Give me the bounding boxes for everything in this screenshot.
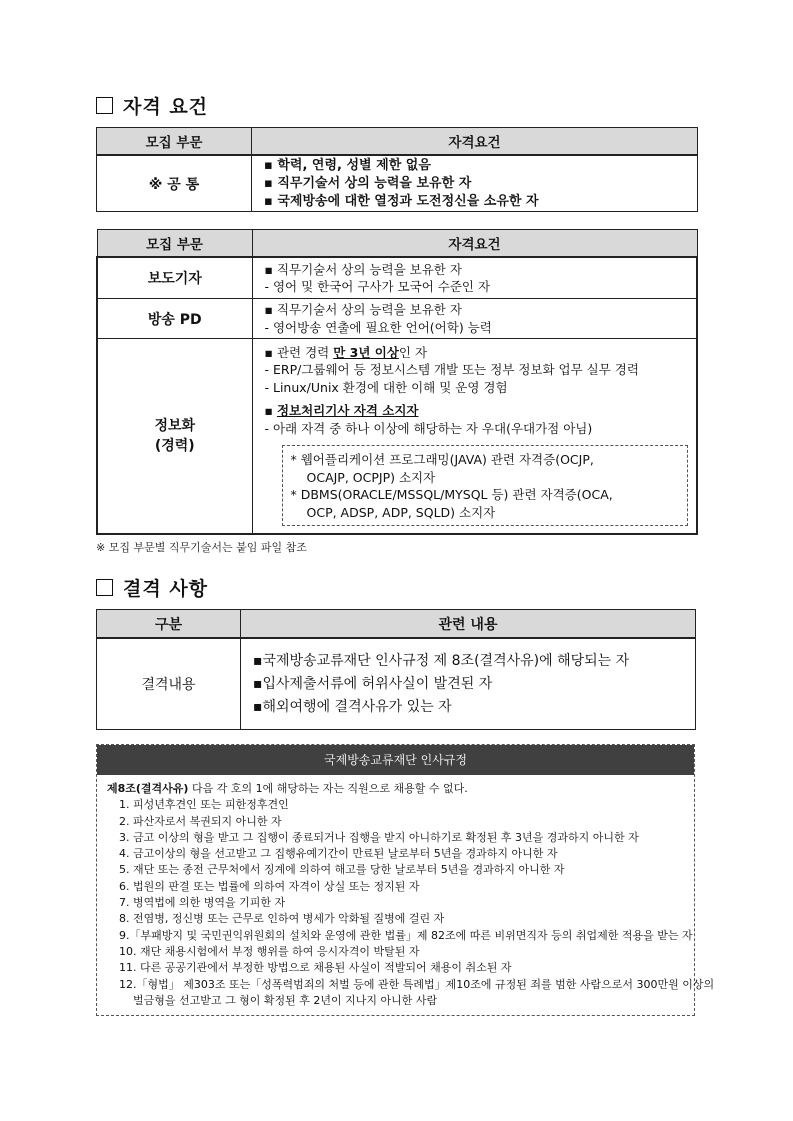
list-item: 7. 병역법에 의한 병역을 기피한 자 xyxy=(119,896,286,910)
disqualification-list xyxy=(241,638,696,730)
list-item: 10. 재단 채용시험에서 부정 행위를 하여 응시자격이 박탈된 자 xyxy=(119,944,420,958)
list-item: OCAJP, OCPJP) 소지자 xyxy=(306,469,436,485)
list-item: 1. 피성년후견인 또는 피한정후견인 xyxy=(119,798,289,812)
table-row xyxy=(97,257,697,299)
list-item: 12.「형법」 제303조 또는「성폭력범죄의 처벌 등에 관한 특례법」제10조에 규정된 죄를 범한 사람으로서 300만원 이상의 xyxy=(119,977,715,991)
list-item: 2. 파산자로서 복권되지 아니한 자 xyxy=(119,814,282,828)
header-recruit-area: 모집 부문 xyxy=(97,128,252,156)
list-item: ▪해외여행에 결격사유가 있는 자 xyxy=(253,698,452,715)
list-item: - 영어 및 한국어 구사가 모국어 수준인 자 xyxy=(264,279,491,294)
category-pd: 방송 PD xyxy=(97,299,252,339)
section-title-disqualifications: 결격 사항 xyxy=(96,574,208,601)
regulation-header: 국제방송교류재단 인사규정 xyxy=(97,745,694,775)
category-reporter: 보도기자 xyxy=(97,257,252,299)
list-item: * DBMS(ORACLE/MSSQL/MYSQL 등) 관련 자격증(OCA, xyxy=(290,487,613,503)
table-row xyxy=(97,339,697,535)
hr-regulation-box xyxy=(96,744,715,1016)
certificate-box xyxy=(282,445,688,526)
list-item: 8. 전염병, 정신병 또는 근무로 인하여 병세가 악화될 질병에 걸린 자 xyxy=(119,912,445,926)
section-title-qualifications: 자격 요건 xyxy=(96,92,208,119)
list-item: 4. 금고이상의 형을 선고받고 그 집행유예기간이 만료된 날로부터 5년을 경과하지 아니한 자 xyxy=(119,847,558,861)
checkbox-square-icon xyxy=(96,579,113,596)
header-category: 구분 xyxy=(97,610,241,639)
list-item: 11. 다른 공공기관에서 부정한 방법으로 채용된 사실이 적발되어 채용이 취소된 자 xyxy=(119,961,512,975)
list-item: ▪입사제출서류에 허위사실이 발견된 자 xyxy=(253,675,493,692)
list-item: ▪ 학력, 연령, 성별 제한 없음 xyxy=(264,157,431,173)
list-item: - Linux/Unix 환경에 대한 이해 및 운영 경험 xyxy=(264,379,508,395)
header-requirements: 자격요건 xyxy=(252,230,697,258)
list-item: * 웹어플리케이션 프로그래밍(JAVA) 관련 자격증(OCJP, xyxy=(290,452,594,468)
list-item: - 영어방송 연출에 필요한 언어(어학) 능력 xyxy=(264,319,492,335)
list-item: - 아래 자격 중 하나 이상에 해당하는 자 우대(우대가점 아님) xyxy=(264,420,593,436)
table-header-row xyxy=(97,128,698,156)
list-item: ▪ 정보처리기사 자격 소지자 xyxy=(264,403,419,419)
category-disqualification: 결격내용 xyxy=(97,638,241,730)
list-item: ▪ 관련 경력 만 3년 이상인 자 xyxy=(264,344,428,360)
reporter-requirements xyxy=(252,257,697,299)
header-requirements: 자격요건 xyxy=(252,128,698,156)
disqualification-table xyxy=(96,609,696,730)
table-row xyxy=(97,155,698,212)
it-requirements xyxy=(252,339,697,535)
list-item: 5. 재단 또는 종전 근무처에서 징계에 의하여 해고를 당한 날로부터 5년을 경과하지 아니한 자 xyxy=(119,863,565,877)
list-item: 6. 법원의 판결 또는 법률에 의하여 자격이 상실 또는 정지된 자 xyxy=(119,879,420,893)
list-item: ▪ 직무기술서 상의 능력을 보유한 자 xyxy=(264,175,472,191)
regulation-intro: 제8조(결격사유) 다음 각 호의 1에 해당하는 자는 직원으로 채용할 수 없다. xyxy=(107,782,468,795)
header-recruit-area: 모집 부문 xyxy=(97,230,252,258)
list-item: ▪국제방송교류재단 인사규정 제 8조(결격사유)에 해당되는 자 xyxy=(253,652,630,669)
table-row xyxy=(97,299,697,339)
common-requirement-list xyxy=(252,155,698,212)
list-item: ▪ 직무기술서 상의 능력을 보유한 자 xyxy=(264,261,462,277)
common-requirements-table xyxy=(96,127,698,212)
table-row xyxy=(97,638,696,730)
list-item: - ERP/그룹웨어 등 정보시스템 개발 또는 정부 정보화 업무 실무 경력 xyxy=(264,362,639,378)
checkbox-square-icon xyxy=(96,97,113,114)
list-item: 3. 금고 이상의 형을 받고 그 집행이 종료되거나 집행을 받지 아니하기로 확정된 후 3년을 경과하지 아니한 자 xyxy=(119,830,639,844)
header-content: 관련 내용 xyxy=(241,610,696,639)
footnote: ※ 모집 부문별 직무기술서는 붙임 파일 참조 xyxy=(96,541,307,554)
pd-requirements xyxy=(252,299,697,339)
category-it: 정보화 (경력) xyxy=(97,339,252,535)
table-header-row xyxy=(97,230,697,258)
position-requirements-table xyxy=(96,229,698,535)
table-header-row xyxy=(97,610,696,639)
list-item: ▪ 직무기술서 상의 능력을 보유한 자 xyxy=(264,302,462,317)
category-common: ※ 공 통 xyxy=(97,155,252,212)
regulation-body xyxy=(97,775,715,1015)
list-item: ▪ 국제방송에 대한 열정과 도전정신을 소유한 자 xyxy=(264,193,539,209)
list-item: OCP, ADSP, ADP, SQLD) 소지자 xyxy=(306,504,496,520)
list-item: 9.「부패방지 및 국민권익위원회의 설치와 운영에 관한 법률」제 82조에 따른 비위면직자 등의 취업제한 적용을 받는 자 xyxy=(119,928,693,942)
list-item-continuation: 벌금형을 선고받고 그 형이 확정된 후 2년이 지나지 아니한 사람 xyxy=(133,993,438,1007)
